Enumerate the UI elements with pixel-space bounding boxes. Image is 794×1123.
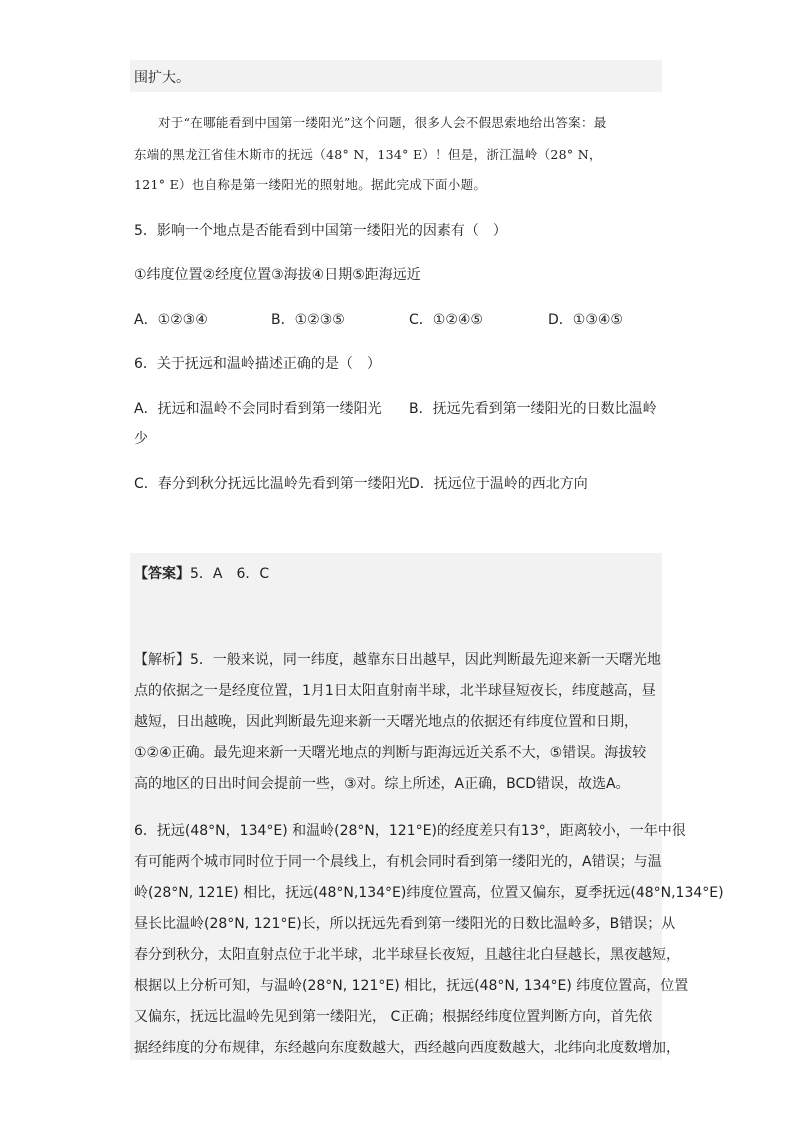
analysis-line: ①②④正确。最先迎来新一天曙光地点的判断与距海远近关系不大，⑤错误。海拔较	[134, 745, 647, 761]
analysis-line: 有可能两个城市同时位于同一个晨线上，有机会同时看到第一缕阳光的，A错误；与温	[134, 854, 662, 870]
passage-line: 东端的黑龙江省佳木斯市的抚远（48° N，134° E）！但是，浙江温岭（28° N，	[134, 147, 602, 162]
option-b[interactable]: B．抚远先看到第一缕阳光的日数比温岭	[409, 401, 657, 417]
analysis-line: 越短，日出越晚，因此判断最先迎来新一天曙光地点的依据还有纬度位置和日期，	[134, 714, 638, 730]
option-d[interactable]: D．抚远位于温岭的西北方向	[409, 476, 588, 492]
analysis-line: 又偏东，抚远比温岭先见到第一缕阳光， C正确；根据经纬度位置判断方向，首先依	[134, 1009, 653, 1025]
question-5-factors: ①纬度位置②经度位置③海拔④日期⑤距海远近	[134, 267, 421, 283]
analysis-line: 据经纬度的分布规律，东经越向东度数越大，西经越向西度数越大，北纬向北度数增加，	[134, 1040, 680, 1056]
question-6-stem: 6．关于抚远和温岭描述正确的是（ ）	[134, 356, 381, 372]
option-c[interactable]: C．春分到秋分抚远比温岭先看到第一缕阳光	[134, 476, 410, 492]
passage-line: 121° E）也自称是第一缕阳光的照射地。据此完成下面小题。	[134, 177, 487, 192]
analysis-line: 【解析】5．一般来说，同一纬度，越靠东日出越早，因此判断最先迎来新一天曙光地	[134, 652, 661, 668]
analysis-5	[134, 645, 662, 800]
answer-tag: 【答案】	[134, 566, 190, 582]
analysis-line: 岭(28°N, 121E) 相比，抚远(48°N,134°E)纬度位置高，位置又偏东，夏季抚远(48°N,134°E)	[134, 885, 724, 901]
analysis-line: 高的地区的日出时间会提前一些，③对。综上所述，A正确，BCD错误，故选A。	[134, 776, 630, 792]
answer	[134, 563, 269, 583]
option-a[interactable]: A．抚远和温岭不会同时看到第一缕阳光	[134, 401, 382, 417]
option-d[interactable]: D．①③④⑤	[548, 312, 623, 328]
option-b[interactable]: B．①②③⑤	[271, 312, 345, 328]
answer-text: 5．A 6．C	[190, 566, 270, 582]
top-shade	[130, 60, 662, 92]
option-b-continued: 少	[134, 431, 148, 447]
passage-line: 对于“在哪能看到中国第一缕阳光”这个问题，很多人会不假思索地给出答案：最	[158, 115, 607, 130]
option-a[interactable]: A．①②③④	[134, 312, 208, 328]
question-5-stem: 5．影响一个地点是否能看到中国第一缕阳光的因素有（ ）	[134, 223, 507, 239]
analysis-line: 根据以上分析可知，与温岭(28°N, 121°E) 相比，抚远(48°N, 134°E) 纬度位置高，位置	[134, 978, 689, 994]
analysis-6	[134, 816, 724, 1064]
analysis-line: 点的依据之一是经度位置，1月1日太阳直射南半球，北半球昼短夜长，纬度越高，昼	[134, 683, 656, 699]
analysis-line: 昼长比温岭(28°N, 121°E)长，所以抚远先看到第一缕阳光的日数比温岭多，B错误；从	[134, 916, 676, 932]
analysis-line: 春分到秋分，太阳直射点位于北半球，北半球昼长夜短，且越往北白昼越长，黑夜越短，	[134, 947, 680, 963]
top-fragment: 围扩大。	[134, 70, 190, 86]
analysis-line: 6．抚远(48°N，134°E) 和温岭(28°N，121°E)的经度差只有13°，距离较小，一年中很	[134, 823, 686, 839]
option-c[interactable]: C．①②④⑤	[409, 312, 483, 328]
